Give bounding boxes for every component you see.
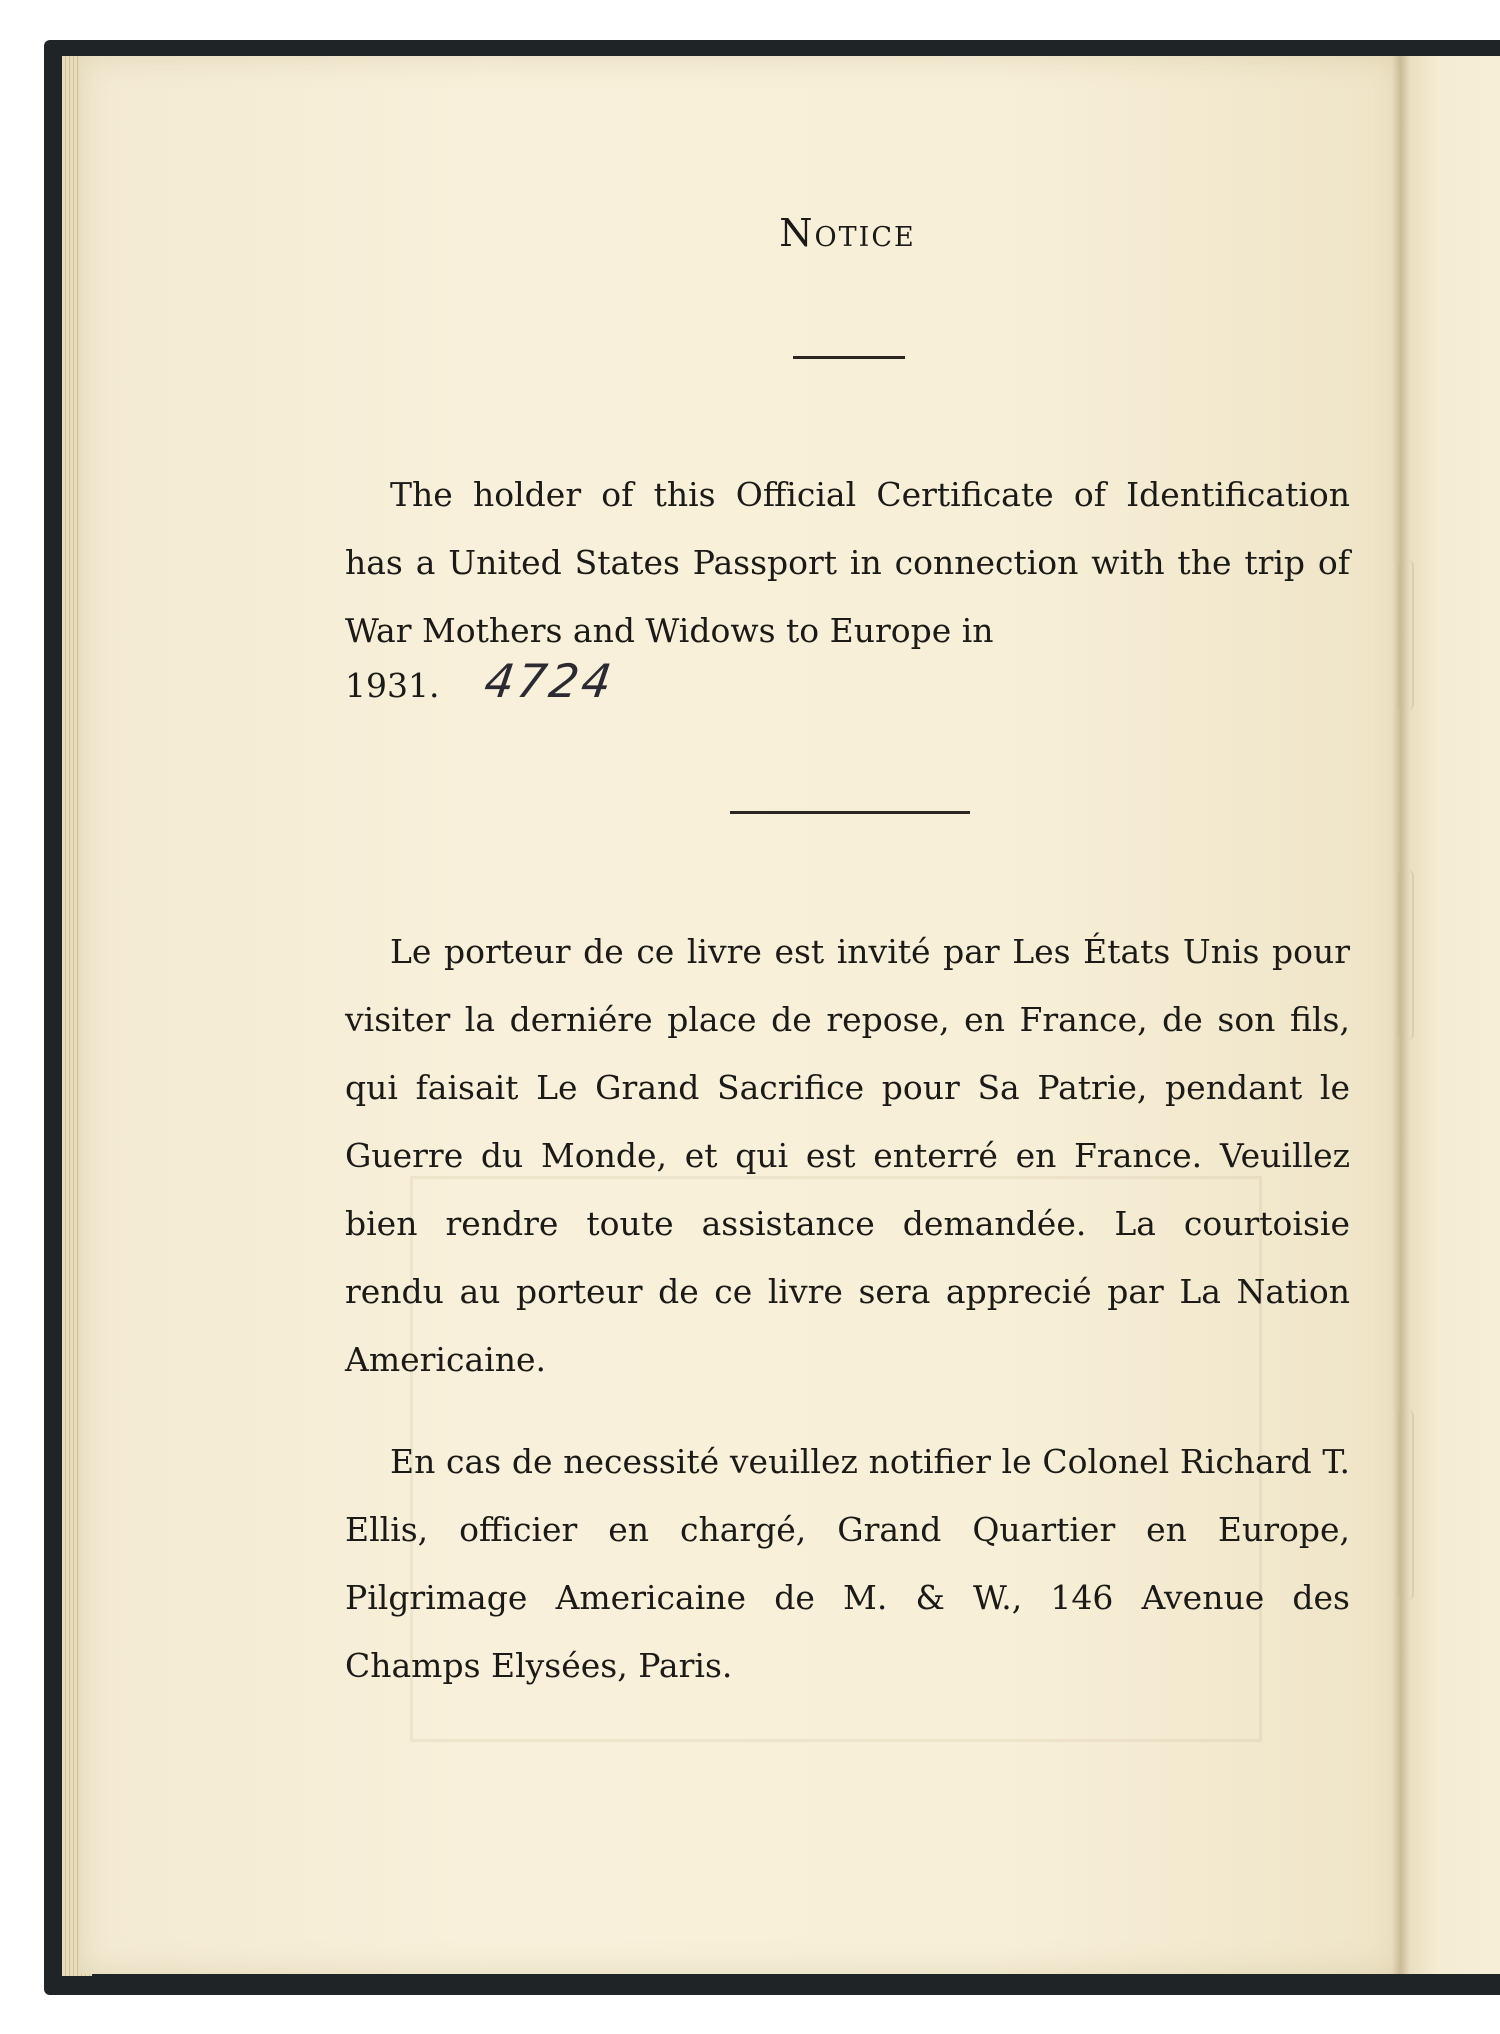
year-text: 1931. [345, 666, 440, 705]
binding-stitch [1398, 1410, 1414, 1600]
french-paragraph: Le porteur de ce livre est invité par Les États Unis pour visiter la derniére place de repose, en France, de son fils, qui faisait Le Grand Sacrifice pour Sa Patrie, pendant le Guerre du Monde, et qui est enterré en France. Veuillez bien rendre toute assistance demandée. La courtoisie rendu au porteur de ce livre sera apprecié par La Nation Americaine. [345, 932, 1350, 1379]
divider-long [730, 811, 970, 814]
divider-short [793, 356, 905, 359]
contact-paragraph: En cas de necessité veuillez notifier le Colonel Richard T. Ellis, officier en chargé, Grand Quartier en Europe, Pilgrimage Americaine de M. & W., 146 Avenue des Champs Elysées, Paris. [345, 1442, 1350, 1685]
english-paragraph: The holder of this Official Certificate of Identification has a United States Passport in connection with the trip of War Mothers and Widows to Europe in [345, 475, 1350, 650]
binding-stitch [1398, 870, 1414, 1040]
handwritten-number: 4724 [481, 654, 618, 708]
page-title: Notice [779, 211, 916, 255]
binding-stitch [1398, 560, 1414, 710]
document-page [80, 56, 1400, 1974]
